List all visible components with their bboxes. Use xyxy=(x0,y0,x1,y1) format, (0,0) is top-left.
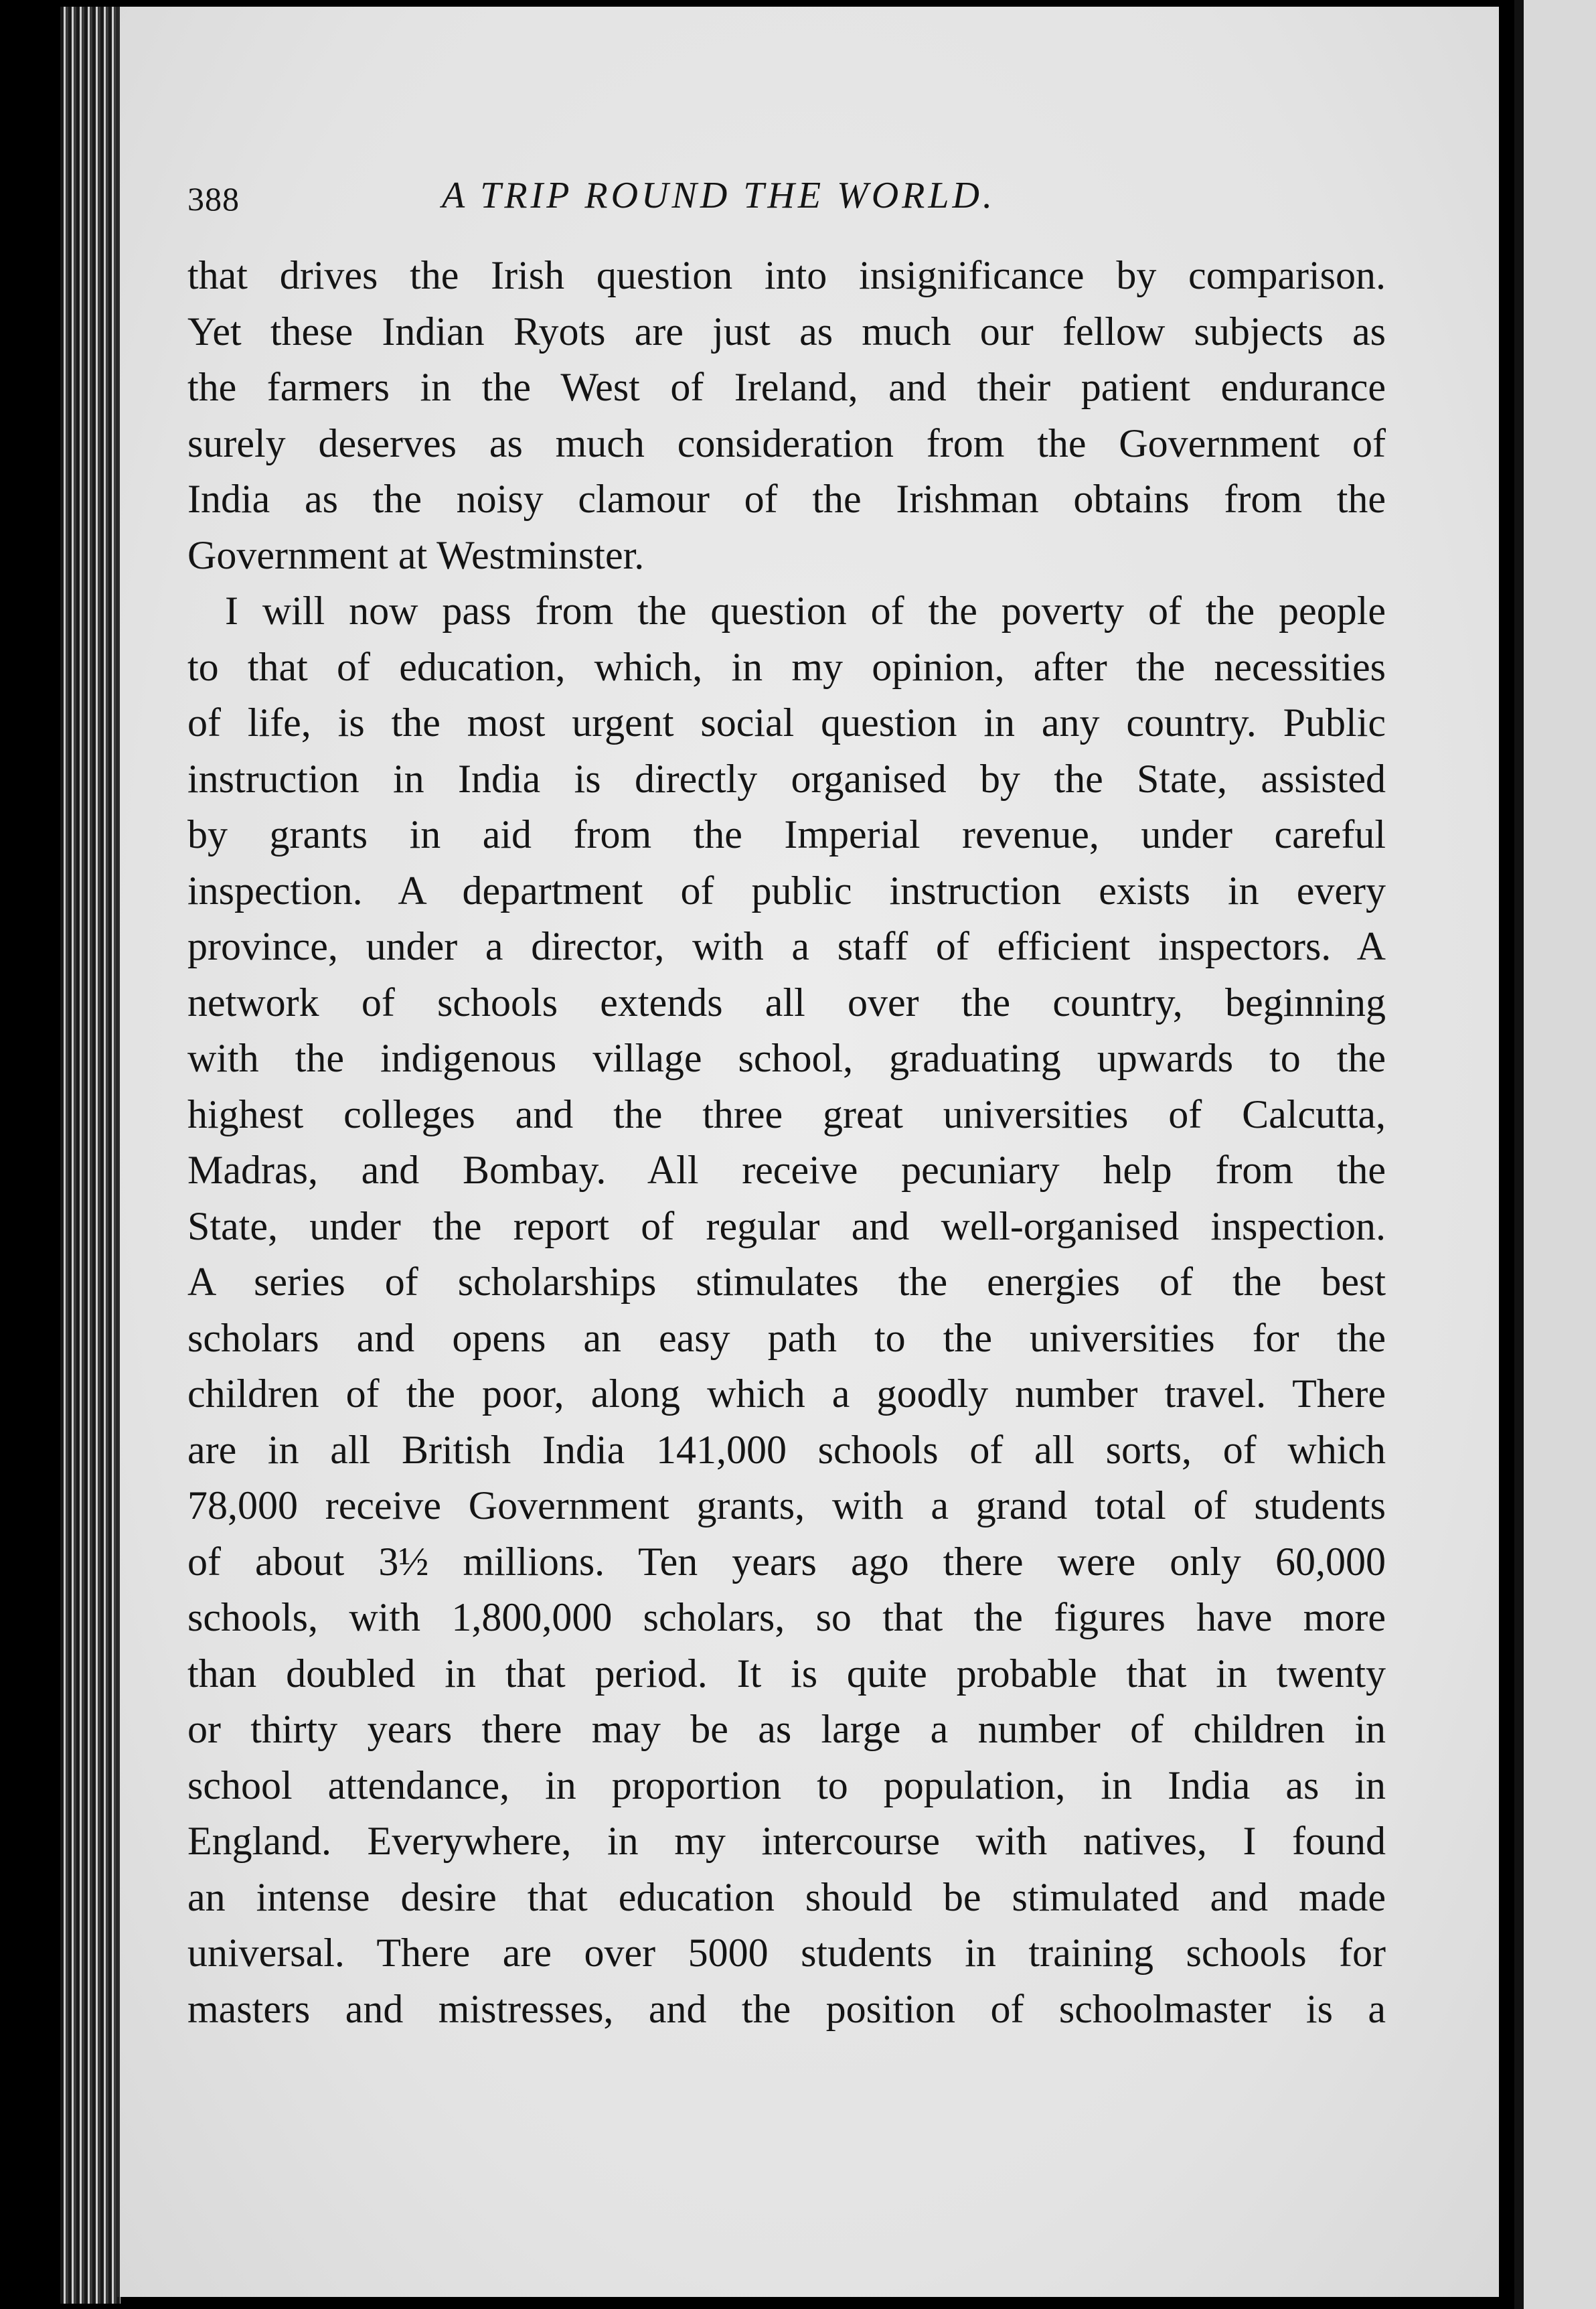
text-line: by grants in aid from the Imperial revenue, under careful xyxy=(187,812,1386,856)
text-line: A series of scholarships stimulates the energies of the best xyxy=(187,1260,1386,1304)
text-line: the farmers in the West of Ireland, and their patient endurance xyxy=(187,365,1386,409)
text-line: that drives the Irish question into insignificance by comparison. xyxy=(187,253,1386,297)
text-line: province, under a director, with a staff of efficient inspectors. A xyxy=(187,924,1386,968)
text-line: State, under the report of regular and well-organised inspection. xyxy=(187,1203,1386,1248)
running-title: A TRIP ROUND THE WORLD. xyxy=(442,175,995,216)
text-line: highest colleges and the three great universities of Calcutta, xyxy=(187,1092,1386,1136)
page-header xyxy=(187,174,1386,228)
text-line: Government at Westminster. xyxy=(187,532,645,577)
text-line: or thirty years there may be as large a number of children in xyxy=(187,1707,1386,1751)
text-line: an intense desire that education should be stimulated and made xyxy=(187,1874,1386,1919)
text-line: network of schools extends all over the country, beginning xyxy=(187,980,1386,1025)
text-line: schools, with 1,800,000 scholars, so that the figures have more xyxy=(187,1595,1386,1639)
text-line: England. Everywhere, in my intercourse with natives, I found xyxy=(187,1819,1386,1863)
text-line: Madras, and Bombay. All receive pecuniary help from the xyxy=(187,1148,1386,1192)
text-line: universal. There are over 5000 students in training schools for xyxy=(187,1931,1386,1975)
text-line: to that of education, which, in my opinion, after the necessities xyxy=(187,644,1386,689)
text-line: than doubled in that period. It is quite probable that in twenty xyxy=(187,1651,1386,1696)
body-text xyxy=(187,248,1386,2037)
text-line: India as the noisy clamour of the Irishman obtains from the xyxy=(187,477,1386,521)
text-line: instruction in India is directly organised by the State, assisted xyxy=(187,756,1386,801)
text-line: masters and mistresses, and the position of schoolmaster is a xyxy=(187,1986,1386,2031)
text-line: are in all British India 141,000 schools of all sorts, of which xyxy=(187,1427,1386,1472)
text-line: scholars and opens an easy path to the universities for the xyxy=(187,1315,1386,1360)
text-line: surely deserves as much consideration from the Government of xyxy=(187,421,1386,465)
paragraph-start-line: I will now pass from the question of the poverty of the people xyxy=(225,589,1386,633)
text-line: with the indigenous village school, graduating upwards to the xyxy=(187,1036,1386,1080)
facing-page-edge xyxy=(1514,0,1596,2309)
text-line: children of the poor, along which a goodly number travel. There xyxy=(187,1371,1386,1416)
text-line: inspection. A department of public instruction exists in every xyxy=(187,868,1386,913)
page-number: 388 xyxy=(187,180,240,218)
text-line: of life, is the most urgent social question in any country. Public xyxy=(187,700,1386,745)
text-line: Yet these Indian Ryots are just as much our fellow subjects as xyxy=(187,309,1386,354)
text-line: of about 3½ millions. Ten years ago there were only 60,000 xyxy=(187,1539,1386,1584)
page-edges xyxy=(60,7,121,2304)
text-line: school attendance, in proportion to population, in India as in xyxy=(187,1763,1386,1807)
text-line: 78,000 receive Government grants, with a grand total of students xyxy=(187,1483,1386,1528)
